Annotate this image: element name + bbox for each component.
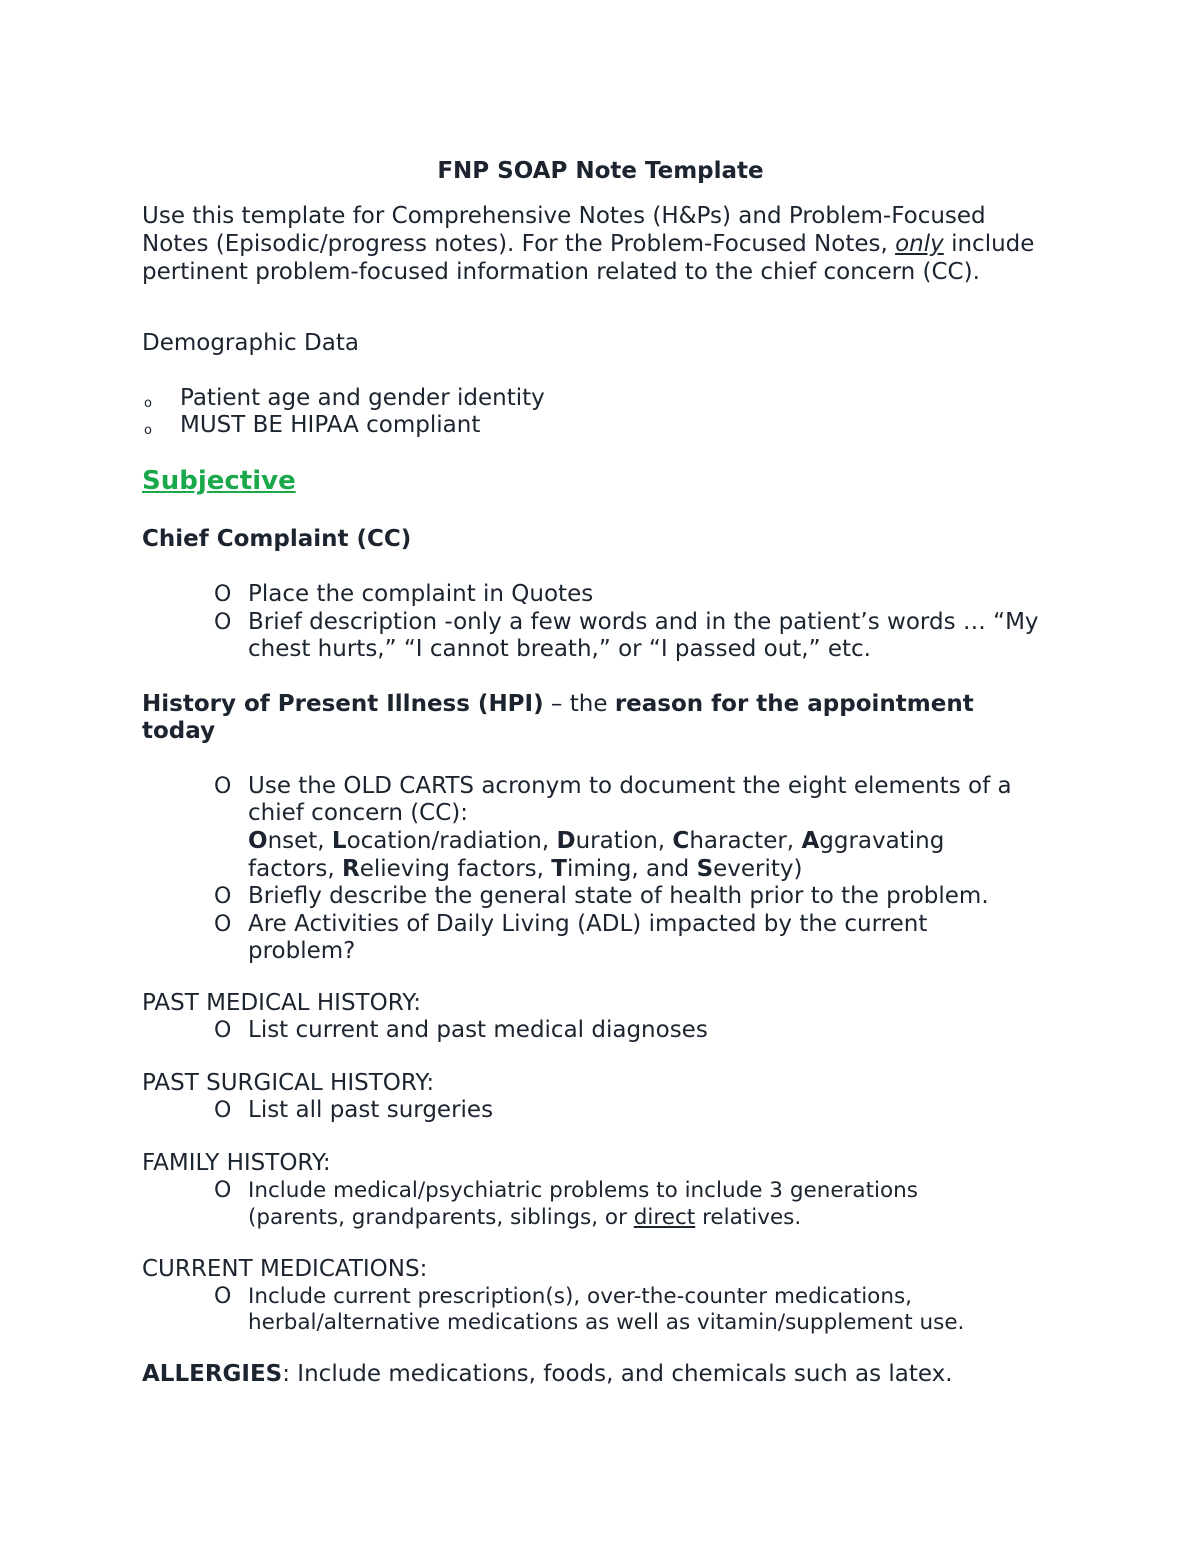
allergies-line: ALLERGIES: Include medications, foods, and chemicals such as latex. [142, 1361, 953, 1387]
intro-line-3: pertinent problem-focused information related to the chief concern (CC). [142, 259, 980, 285]
hpi-heading-line-2: today [142, 718, 216, 744]
allergies-heading: ALLERGIES [142, 1361, 283, 1387]
bullet-icon: O [214, 610, 232, 635]
cc-heading: Chief Complaint (CC) [142, 526, 412, 552]
fh-item-line-1: Include medical/psychiatric problems to include 3 generations [248, 1178, 918, 1203]
intro-line-2: Notes (Episodic/progress notes). For the Problem-Focused Notes, only include [142, 231, 1035, 257]
pmh-item: List current and past medical diagnoses [248, 1017, 708, 1043]
bullet-icon: O [214, 774, 232, 799]
fh-item-line-2: (parents, grandparents, siblings, or direct relatives. [248, 1205, 802, 1230]
meds-item-line-2: herbal/alternative medications as well as vitamin/supplement use. [248, 1310, 965, 1335]
meds-heading: CURRENT MEDICATIONS: [142, 1256, 428, 1282]
bullet-icon: O [214, 884, 232, 909]
cc-item-1: Place the complaint in Quotes [248, 581, 594, 607]
oldcarts-line-1: Onset, Location/radiation, Duration, Character, Aggravating [248, 828, 945, 854]
psh-heading: PAST SURGICAL HISTORY: [142, 1070, 435, 1096]
bullet-icon: O [214, 1178, 232, 1203]
intro-line-1: Use this template for Comprehensive Notes (H&Ps) and Problem-Focused [142, 203, 986, 229]
bullet-icon: O [214, 912, 232, 937]
demographic-item-2: MUST BE HIPAA compliant [180, 412, 481, 438]
bullet-icon: O [214, 1018, 232, 1043]
demographic-heading: Demographic Data [142, 330, 359, 356]
bullet-small-icon: o [144, 423, 152, 438]
pmh-heading: PAST MEDICAL HISTORY: [142, 990, 421, 1016]
fh-heading: FAMILY HISTORY: [142, 1150, 331, 1176]
bullet-icon: O [214, 582, 232, 607]
emphasis-only: only [895, 231, 944, 257]
hpi-heading-line-1: History of Present Illness (HPI) – the reason for the appointment [142, 691, 974, 717]
cc-item-2-line-1: Brief description -only a few words and in the patient’s words … “My [248, 609, 1039, 635]
demographic-item-1: Patient age and gender identity [180, 385, 545, 411]
hpi-item-1-line-1: Use the OLD CARTS acronym to document the eight elements of a [248, 773, 1012, 799]
bullet-small-icon: o [144, 396, 152, 411]
hpi-item-3-line-1: Are Activities of Daily Living (ADL) impacted by the current [248, 911, 928, 937]
bullet-icon: O [214, 1284, 232, 1309]
cc-item-2-line-2: chest hurts,” “I cannot breath,” or “I passed out,” etc. [248, 636, 871, 662]
page-title: FNP SOAP Note Template [437, 158, 764, 184]
oldcarts-line-2: factors, Relieving factors, Timing, and Severity) [248, 856, 803, 882]
hpi-item-3-line-2: problem? [248, 938, 356, 964]
meds-item-line-1: Include current prescription(s), over-the-counter medications, [248, 1284, 912, 1309]
hpi-item-2: Briefly describe the general state of health prior to the problem. [248, 883, 989, 909]
hpi-item-1-line-2: chief concern (CC): [248, 800, 469, 826]
psh-item: List all past surgeries [248, 1097, 494, 1123]
bullet-icon: O [214, 1098, 232, 1123]
subjective-heading: Subjective [142, 466, 296, 496]
